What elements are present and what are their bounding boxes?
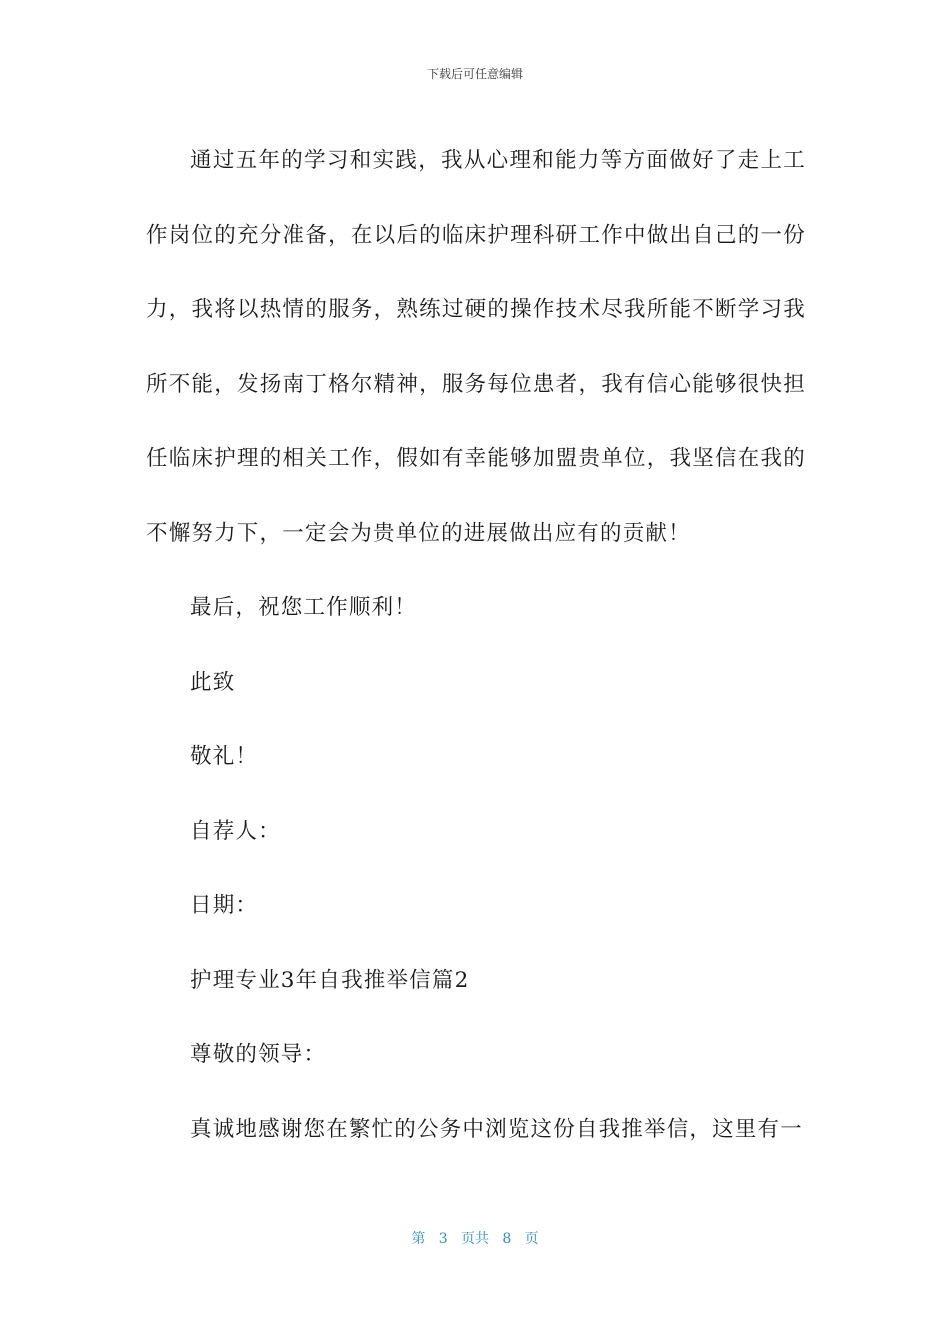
closing-wish: 最后，祝您工作顺利！ <box>190 595 418 620</box>
section-title: 护理专业3年自我推举信篇2 <box>190 967 470 993</box>
footer-suffix: 页 <box>524 1231 539 1247</box>
body-paragraph: 通过五年的学习和实践，我从心理和能力等方面做好了走上工作岗位的充分准备，在以后的临床护理科研工作中做出自己的一份力，我将以热情的服务，熟练过硬的操作技术尽我所能不断学习我所不能，发扬南丁格尔精神，服务每位患者，我有信心能够很快担任临床护理的相关工作，假如有幸能够加盟贵单位，我坚信在我的不懈努力下，一定会为贵单位的进展做出应有的贡献！ <box>146 148 806 546</box>
date-label: 日期： <box>190 893 259 918</box>
document-body <box>146 124 806 1167</box>
letter-greeting: 尊敬的领导： <box>190 1042 327 1067</box>
total-pages-number: 8 <box>502 1231 512 1247</box>
salutation-line-1: 此致 <box>190 669 236 695</box>
current-page-number: 3 <box>438 1231 448 1247</box>
signature-label: 自荐人： <box>190 818 281 844</box>
salutation-line-2: 敬礼！ <box>190 744 259 769</box>
body-paragraph-partial: 真诚地感谢您在繁忙的公务中浏览这份自我推举信，这里有一 <box>190 1116 803 1142</box>
page-header-note: 下载后可任意编辑 <box>426 67 523 81</box>
footer-middle: 页共 <box>461 1231 489 1247</box>
page-footer <box>0 1229 950 1249</box>
footer-prefix: 第 <box>411 1231 426 1247</box>
